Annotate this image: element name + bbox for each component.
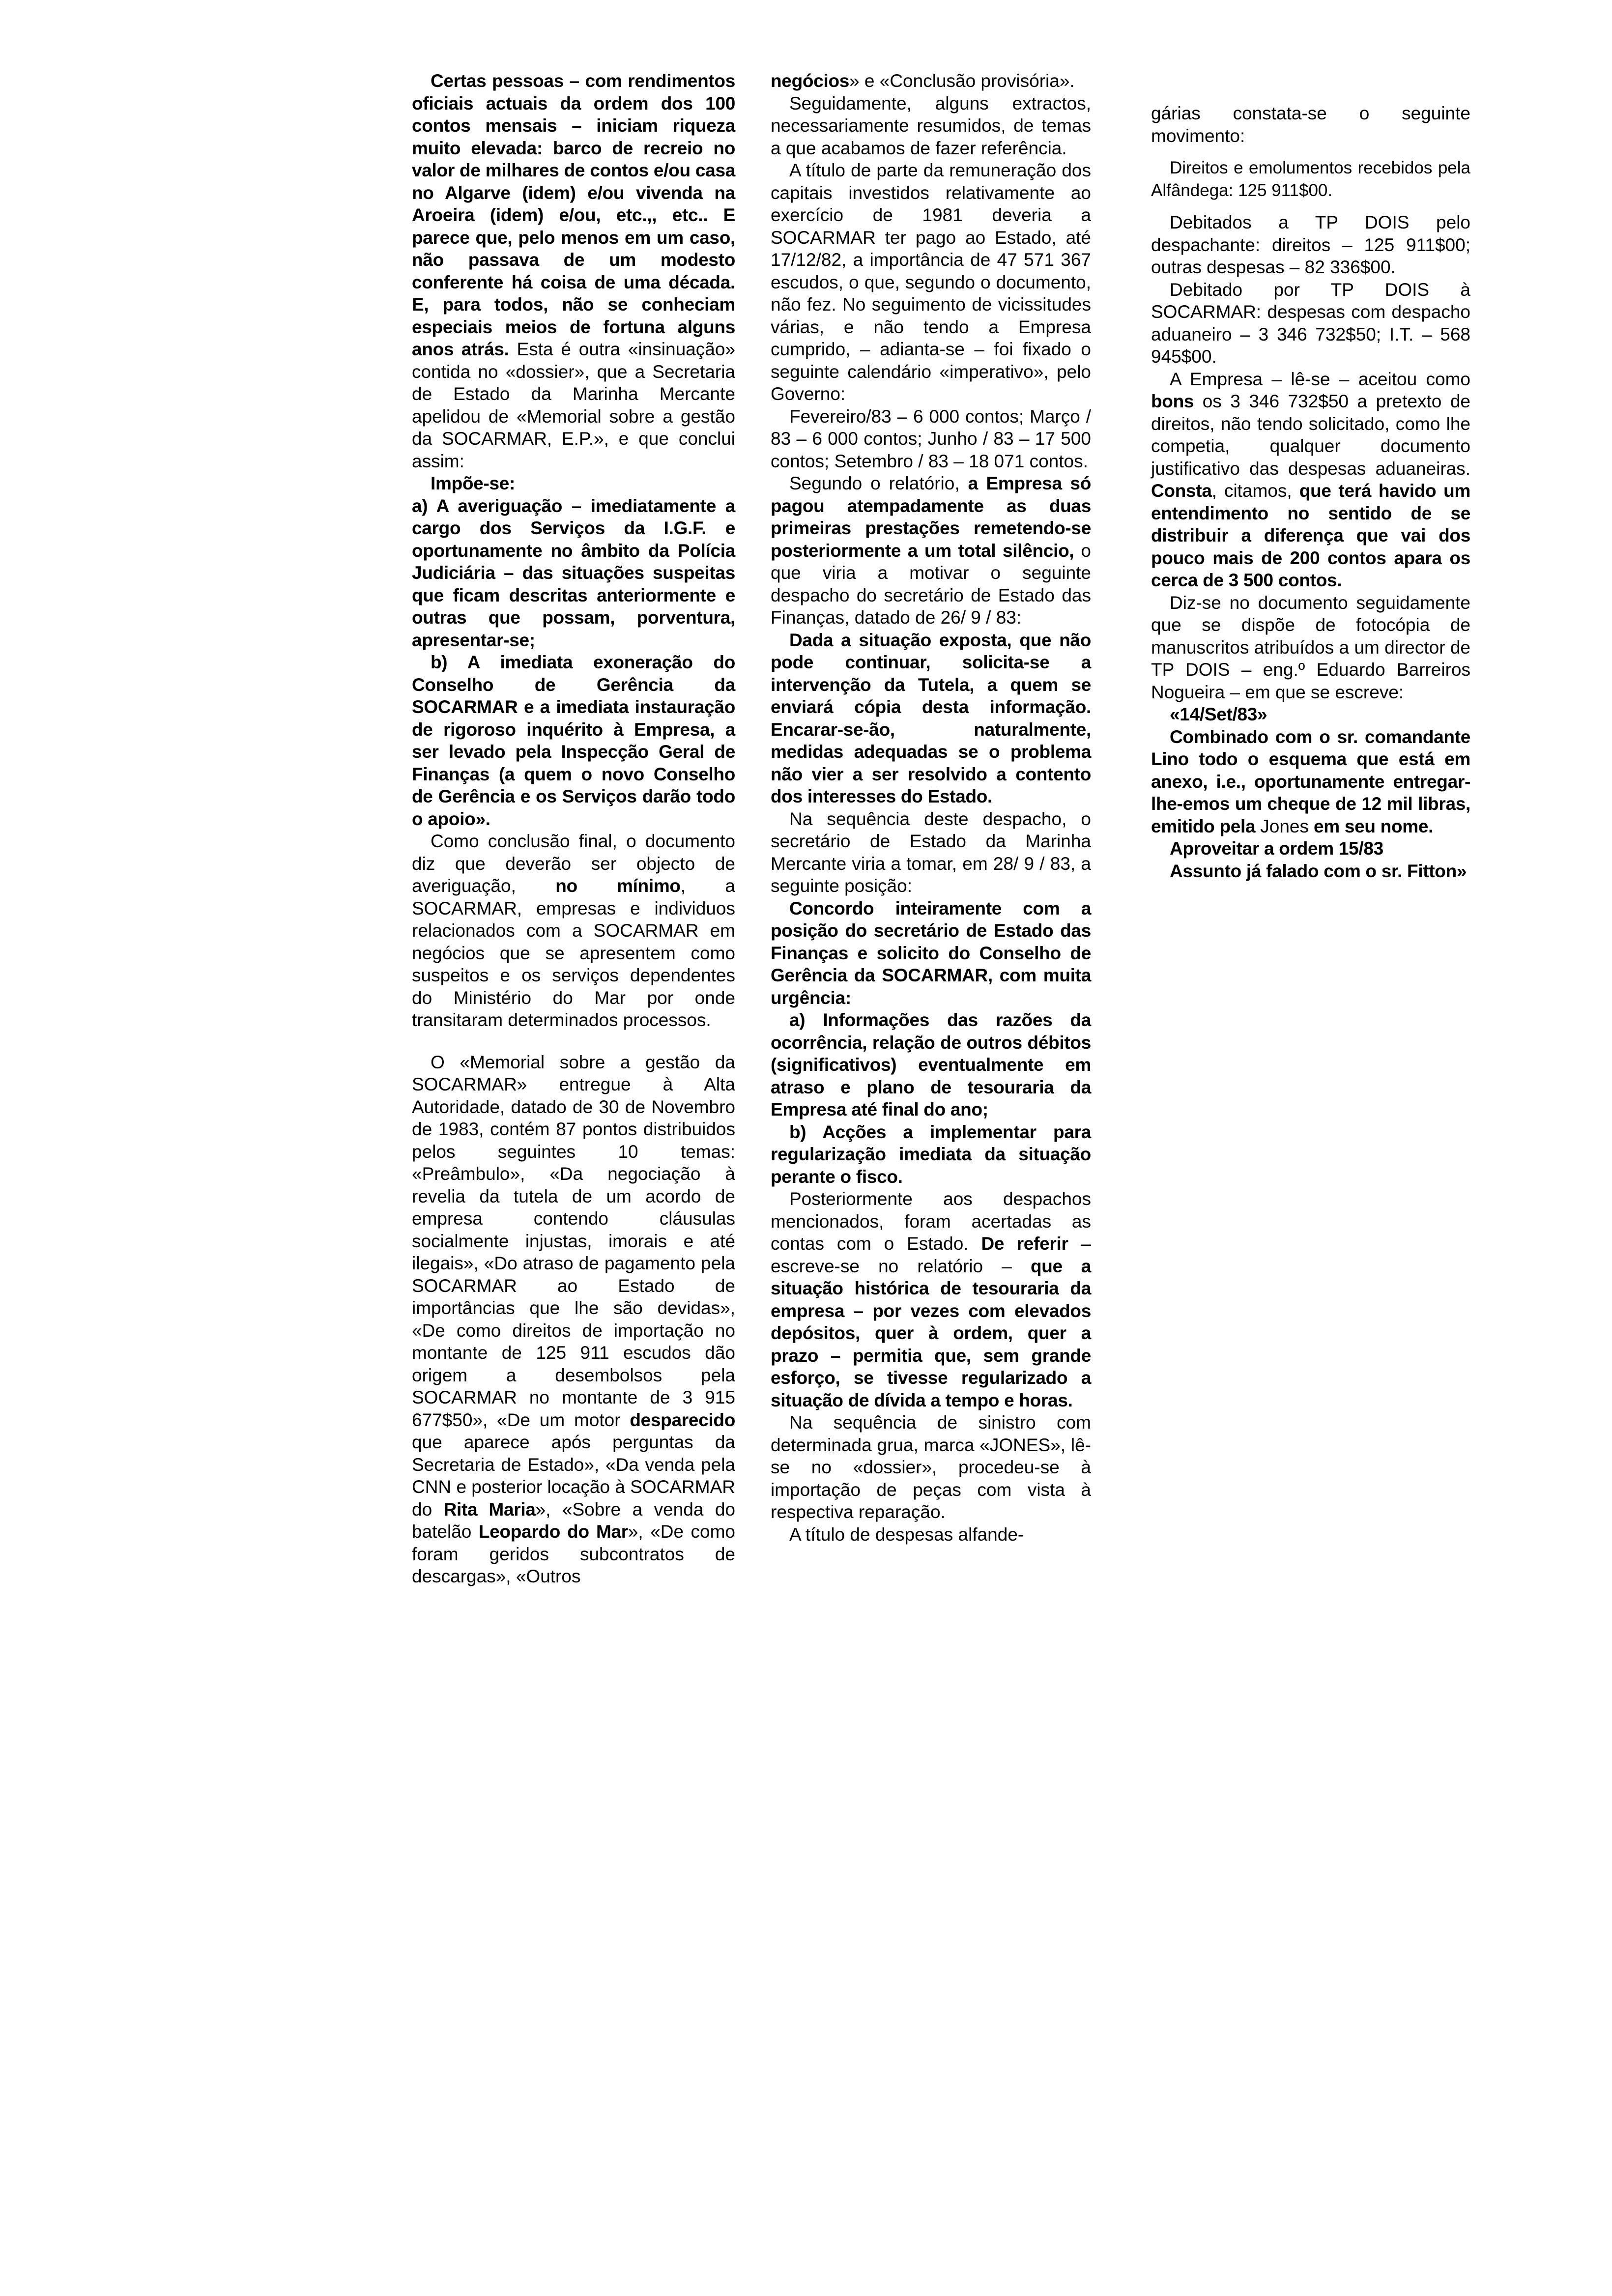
bold-text-segment: negócios bbox=[771, 71, 850, 91]
text-segment: » e «Conclusão provisória». bbox=[849, 71, 1075, 91]
bold-text-segment: b) Acções a implementar para regularização imediata da situação perante o fisco. bbox=[771, 1121, 1091, 1187]
bold-text-segment: Assunto já falado com o sr. Fitton» bbox=[1170, 861, 1467, 881]
article-paragraph bbox=[1151, 837, 1470, 860]
article-paragraph bbox=[771, 1009, 1091, 1121]
article-paragraph bbox=[1151, 279, 1470, 368]
text-segment: Debitado por TP DOIS à SOCARMAR: despesas com despacho aduaneiro – 3 346 732$50; I.T. – 568 945$00. bbox=[1151, 279, 1470, 367]
text-segment: Jones bbox=[1260, 816, 1309, 836]
text-segment: Segundo o relatório, bbox=[789, 473, 968, 493]
text-segment: », «Sobre a venda do batelão bbox=[412, 1499, 735, 1542]
article-column-3 bbox=[1151, 102, 1470, 882]
text-segment: Posteriormente aos despachos mencionados, foram acertadas as contas com o Estado. bbox=[771, 1189, 1091, 1254]
bold-text-segment: De referir bbox=[981, 1234, 1068, 1254]
bold-text-segment: «14/Set/83» bbox=[1170, 704, 1267, 724]
bold-text-segment: Leopardo do Mar bbox=[478, 1521, 628, 1542]
article-paragraph bbox=[1151, 157, 1470, 201]
article-paragraph bbox=[412, 70, 735, 472]
text-segment: o que viria a motivar o seguinte despacho do secretário de Estado das Finanças, datado de 26/ 9 / 83: bbox=[771, 540, 1092, 628]
text-segment: Direitos e emolumentos recebidos pela Alfândega: 125 911$00. bbox=[1151, 158, 1470, 200]
text-segment: gárias constata-se o seguinte movimento: bbox=[1151, 103, 1470, 146]
article-paragraph bbox=[412, 651, 735, 830]
article-paragraph bbox=[412, 1051, 735, 1588]
article-paragraph bbox=[771, 808, 1091, 897]
article-paragraph bbox=[412, 830, 735, 1032]
bold-text-segment: que terá havido um entendimento no sentido de se distribuir a diferença que vai dos pouco mais de 200 contos apara os cerca de 3 500 contos. bbox=[1151, 481, 1470, 590]
article-paragraph bbox=[1151, 726, 1470, 838]
article-paragraph bbox=[1151, 368, 1470, 592]
article-paragraph bbox=[771, 1188, 1091, 1411]
bold-text-segment: Combinado com o sr. comandante Lino todo o esquema que está em anexo, i.e., oportunamente entregar-lhe-emos um cheque de 12 mil libras, emitido pela bbox=[1151, 726, 1470, 836]
article-paragraph bbox=[771, 159, 1091, 405]
text-segment: , citamos, bbox=[1211, 481, 1299, 501]
text-segment: – escreve-se no relatório – bbox=[771, 1234, 1092, 1276]
bold-text-segment: Concordo inteiramente com a posição do secretário de Estado das Finanças e solicito do Conselho de Gerência da SOCARMAR, com muita urgência: bbox=[771, 898, 1091, 1008]
text-segment: Seguidamente, alguns extractos, necessariamente resumidos, de temas a que acabamos de fazer referência. bbox=[771, 93, 1091, 158]
text-segment: Fevereiro/83 – 6 000 contos; Março / 83 – 6 000 contos; Junho / 83 – 17 500 contos; Setembro / 83 – 18 071 contos. bbox=[771, 406, 1091, 471]
bold-text-segment: Consta bbox=[1151, 481, 1212, 501]
bold-text-segment: Rita Maria bbox=[443, 1499, 536, 1520]
article-paragraph bbox=[412, 472, 735, 495]
article-paragraph bbox=[771, 405, 1091, 473]
bold-text-segment: a) Informações das razões da ocorrência, relação de outros débitos (significativos) eventualmente em atraso e plano de tesouraria da Empresa até final do ano; bbox=[771, 1010, 1091, 1119]
text-segment: A título de parte da remuneração dos capitais investidos relativamente ao exercício de 1981 deveria a SOCARMAR ter pago ao Estado, até 17/12/82, a importância de 47 571 367 escudos, o que, segundo o documento, não fez. No seguimento de vicissitudes várias, e não tendo a Empresa cumprido, – adianta-se – foi fixado o seguinte calendário «imperativo», pelo Governo: bbox=[771, 160, 1091, 404]
bold-text-segment: Certas pessoas – com rendimentos oficiais actuais da ordem dos 100 contos mensais – iniciam riqueza muito elevada: barco de recreio no valor de milhares de contos e/ou casa no Algarve (idem) e/ou vivenda na Aroeira (idem) e/ou, etc.,, etc.. E parece que, pelo menos em um caso, não passava de um modesto conferente há coisa de uma década. E, para todos, não se conheciam especiais meios de fortuna alguns anos atrás. bbox=[412, 71, 735, 359]
text-segment: A título de despesas alfande- bbox=[789, 1524, 1024, 1545]
article-paragraph bbox=[412, 495, 735, 652]
text-segment: Esta é outra «insinuação» contida no «dossier», que a Secretaria de Estado da Marinha Mercante apelidou de «Memorial sobre a gestão da SOCARMAR, E.P.», e que conclui assim: bbox=[412, 339, 735, 471]
text-segment: , a SOCARMAR, empresas e individuos relacionados com a SOCARMAR em negócios que se apresentem como suspeitos e os serviços dependentes do Ministério do Mar por onde transitaram determinados processos. bbox=[412, 876, 735, 1030]
text-segment: os 3 346 732$50 a pretexto de direitos, não tendo solicitado, como lhe competia, qualquer documento justificativo das despesas aduaneiras. bbox=[1151, 391, 1470, 479]
bold-text-segment: a) A averiguação – imediatamente a cargo dos Serviços da I.G.F. e oportunamente no âmbito da Polícia Judiciária – das situações suspeitas que ficam descritas anteriormente e outras que possam, porventura, apresentar-se; bbox=[412, 495, 735, 650]
article-column-2 bbox=[771, 70, 1091, 1546]
bold-text-segment: no mínimo bbox=[555, 876, 681, 896]
bold-text-segment: em seu nome. bbox=[1309, 816, 1434, 836]
bold-text-segment: Impõe-se: bbox=[431, 473, 516, 493]
article-paragraph bbox=[771, 629, 1091, 808]
article-paragraph bbox=[771, 897, 1091, 1009]
article-paragraph bbox=[771, 1411, 1091, 1523]
bold-text-segment: Aproveitar a ordem 15/83 bbox=[1170, 838, 1383, 859]
bold-text-segment: desparecido bbox=[630, 1409, 735, 1430]
bold-text-segment: que a situação histórica de tesouraria da empresa – por vezes com elevados depósitos, quer à ordem, quer a prazo – permitia que, sem grande esforço, se tivesse regularizado a situação de dívida a tempo e horas. bbox=[771, 1256, 1091, 1410]
article-paragraph bbox=[771, 70, 1091, 92]
article-paragraph bbox=[1151, 860, 1470, 883]
article-paragraph bbox=[1151, 211, 1470, 279]
text-segment: O «Memorial sobre a gestão da SOCARMAR» entregue à Alta Autoridade, datado de 30 de Novembro de 1983, contém 87 pontos distribuidos pelos seguintes 10 temas: «Preâmbulo», «Da negociação à revelia da tutela de um acordo de empresa contendo cláusulas socialmente injustas, imorais e até ilegais», «Do atraso de pagamento pela SOCARMAR ao Estado de importâncias que lhe são devidas», «De como direitos de importação no montante de 125 911 escudos dão origem a desembolsos pela SOCARMAR no montante de 3 915 677$50», «De um motor bbox=[412, 1052, 735, 1430]
article-paragraph bbox=[771, 1523, 1091, 1546]
bold-text-segment: b) A imediata exoneração do Conselho de Gerência da SOCARMAR e a imediata instauração de rigoroso inquérito à Empresa, a ser levado pela Inspecção Geral de Finanças (a quem o novo Conselho de Gerência e os Serviços darão todo o apoio». bbox=[412, 652, 735, 829]
text-segment: que aparece após perguntas da Secretaria de Estado», «Da venda pela CNN e posterior locação à SOCARMAR do bbox=[412, 1432, 735, 1520]
article-paragraph bbox=[1151, 102, 1470, 147]
bold-text-segment: a Empresa só pagou atempadamente as duas primeiras prestações remetendo-se posteriormente a um total silêncio, bbox=[771, 473, 1092, 561]
bold-text-segment: Dada a situação exposta, que não pode continuar, solicita-se a intervenção da Tutela, a quem se enviará cópia desta informação. Encarar-se-ão, naturalmente, medidas adequadas se o problema não vier a ser resolvido a contento dos interesses do Estado. bbox=[771, 630, 1091, 806]
text-segment: Como conclusão final, o documento diz que deverão ser objecto de averiguação, bbox=[412, 831, 735, 896]
text-segment: », «De como foram geridos subcontratos de descargas», «Outros bbox=[412, 1521, 735, 1586]
text-segment: Na sequência deste despacho, o secretário de Estado da Marinha Mercante viria a tomar, em 28/ 9 / 83, a seguinte posição: bbox=[771, 808, 1091, 896]
article-column-1 bbox=[412, 70, 735, 1588]
text-segment: A Empresa – lê-se – aceitou como bbox=[1170, 369, 1470, 389]
article-paragraph bbox=[1151, 592, 1470, 704]
bold-text-segment: bons bbox=[1151, 391, 1194, 411]
text-segment: Debitados a TP DOIS pelo despachante: direitos – 125 911$00; outras despesas – 82 336$00. bbox=[1151, 212, 1470, 277]
article-paragraph bbox=[1151, 703, 1470, 726]
article-paragraph bbox=[771, 1121, 1091, 1188]
article-paragraph bbox=[771, 92, 1091, 160]
text-segment: Diz-se no documento seguidamente que se dispõe de fotocópia de manuscritos atribuídos a um director de TP DOIS – eng.º Eduardo Barreiros Nogueira – em que se escreve: bbox=[1151, 592, 1470, 702]
text-segment: Na sequência de sinistro com determinada grua, marca «JONES», lê-se no «dossier», procedeu-se à importação de peças com vista à respectiva reparação. bbox=[771, 1412, 1091, 1522]
article-paragraph bbox=[771, 472, 1091, 629]
